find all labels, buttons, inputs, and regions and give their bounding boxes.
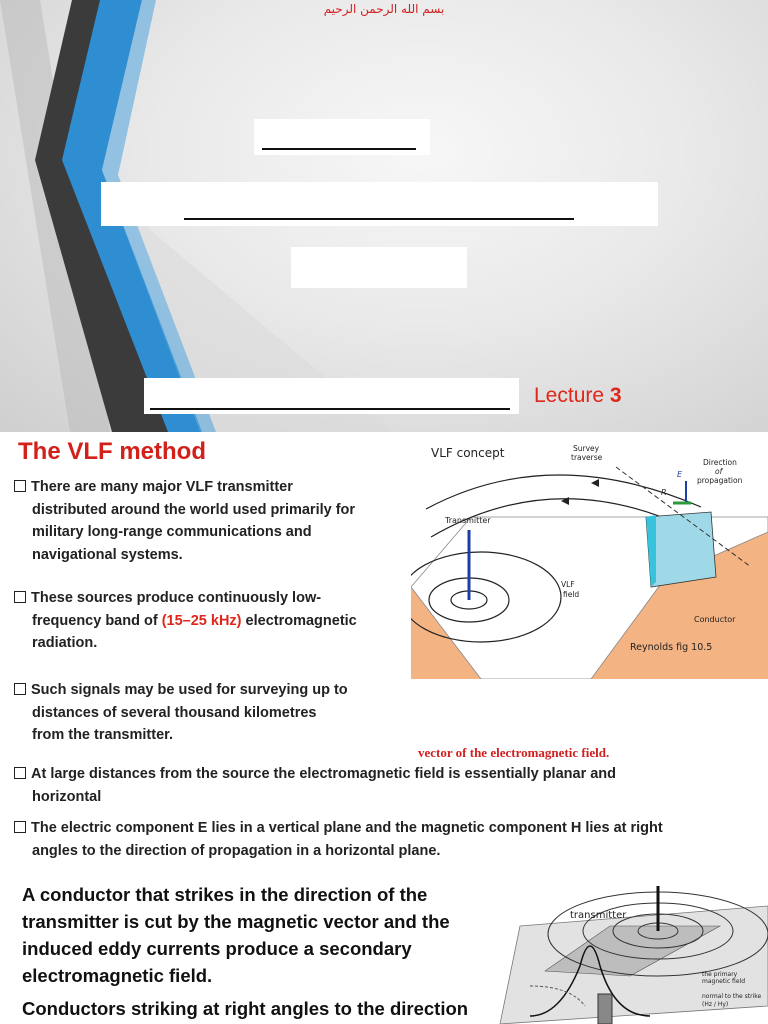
frequency-range: (15–25 kHz) <box>161 612 242 629</box>
svg-text:normal to the strike: normal to the strike <box>702 993 762 1000</box>
figure1-title: VLF concept <box>431 446 505 460</box>
svg-text:field: field <box>563 590 580 599</box>
svg-text:Direction: Direction <box>703 458 737 467</box>
content-slide <box>0 432 768 1024</box>
secondary-field-figure <box>490 866 768 1024</box>
checkbox-bullet-icon <box>14 683 26 695</box>
lecture-word: Lecture <box>534 384 605 407</box>
svg-text:magnetic field: magnetic field <box>702 978 745 985</box>
svg-text:propagation: propagation <box>697 476 743 485</box>
bullet-2: These sources produce continuously low- frequency band of (15–25 kHz) electromagnetic radiation. <box>14 587 409 655</box>
vector-note: vector of the electromagnetic field. <box>418 745 610 760</box>
bullet-1: There are many major VLF transmitter distributed around the world used primarily for military long-range communications and navigational systems. <box>14 476 409 566</box>
svg-text:of: of <box>715 467 723 476</box>
conductor-paragraph: A conductor that strikes in the direction of the transmitter is cut by the magnetic vector and the induced eddy currents produce a secondary electromagnetic field. Conductors striking at right angles to the direction <box>22 884 469 1019</box>
svg-text:the primary: the primary <box>702 971 738 978</box>
checkbox-bullet-icon <box>14 767 26 779</box>
checkbox-bullet-icon <box>14 480 26 492</box>
title-slide <box>0 0 768 432</box>
title-underline-1 <box>262 148 416 150</box>
svg-text:Survey: Survey <box>573 444 600 453</box>
conductor-label: Conductor <box>694 615 736 624</box>
e-vector-label: E <box>677 470 683 479</box>
figure2-transmitter-label: transmitter <box>570 910 627 921</box>
figure-credit: Reynolds fig 10.5 <box>630 642 713 653</box>
checkbox-bullet-icon <box>14 821 26 833</box>
bullet-3: Such signals may be used for surveying up to distances of several thousand kilometres from the transmitter. <box>14 679 409 747</box>
bismillah-text: بسم الله الرحمن الرحيم <box>323 2 445 16</box>
checkbox-bullet-icon <box>14 591 26 603</box>
svg-text:(Hz / Hy): (Hz / Hy) <box>702 1001 729 1008</box>
lecture-number: 3 <box>609 384 622 407</box>
name-underline <box>150 408 510 410</box>
svg-text:traverse: traverse <box>571 453 603 462</box>
lecture-label <box>534 384 622 408</box>
transmitter-label: Transmitter <box>445 516 491 525</box>
svg-text:VLF: VLF <box>561 580 575 589</box>
slide-title: The VLF method <box>18 438 206 465</box>
bullet-5: The electric component E lies in a vertical plane and the magnetic component H lies at right angles to the direction of propagation in a horizontal plane. <box>14 817 764 862</box>
title-box-3 <box>291 247 467 288</box>
vlf-concept-figure <box>411 437 768 679</box>
bullet-4: At large distances from the source the electromagnetic field is essentially planar and horizontal <box>14 763 764 808</box>
h-vector-label: R <box>661 488 667 497</box>
title-underline-2 <box>184 218 574 220</box>
